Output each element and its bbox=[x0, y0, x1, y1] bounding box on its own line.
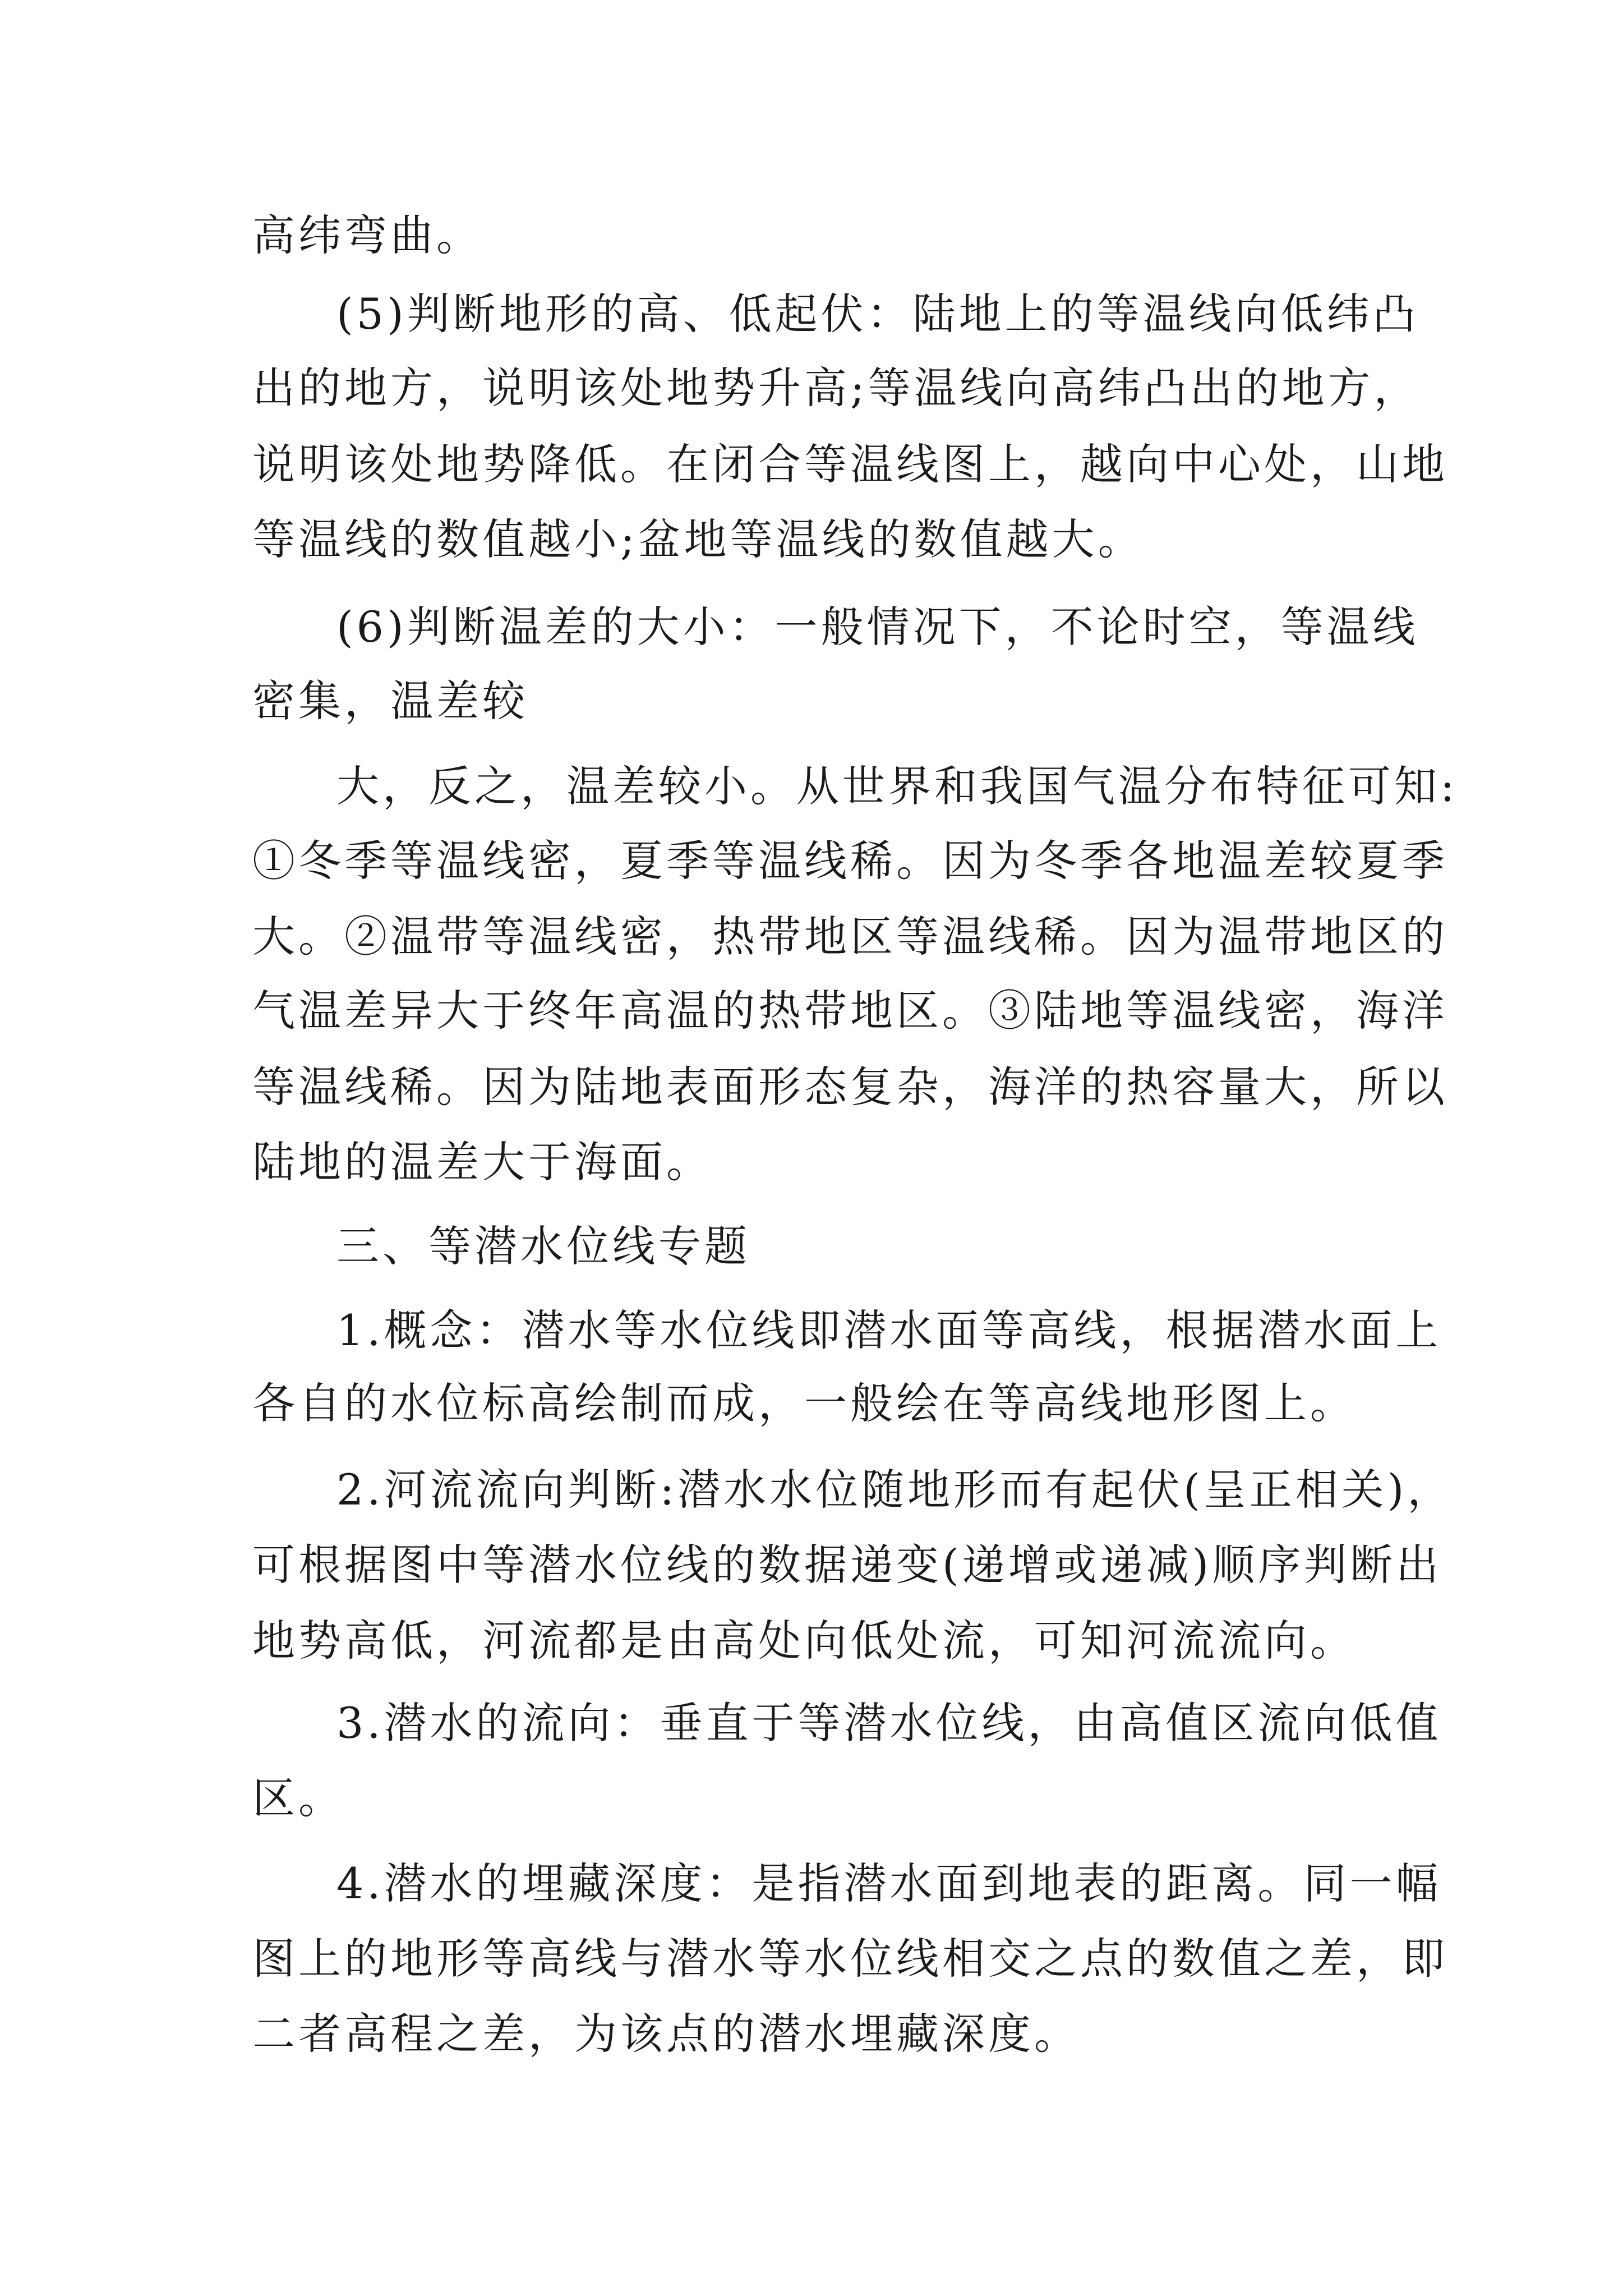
text-line: 出的地方，说明该处地势升高;等温线向高纬凸出的地方， bbox=[252, 363, 1420, 413]
text-line: 陆地的温差大于海面。 bbox=[252, 1137, 712, 1187]
text-line: 2.河流流向判断:潜水水位随地形而有起伏(呈正相关)， bbox=[336, 1465, 1454, 1515]
text-line: 二者高程之差，为该点的潜水埋藏深度。 bbox=[252, 2009, 1080, 2059]
text-line: 密集，温差较 bbox=[252, 676, 528, 726]
text-line: 说明该处地势降低。在闭合等温线图上，越向中心处，山地 bbox=[252, 439, 1448, 489]
text-line: 高纬弯曲。 bbox=[252, 210, 482, 260]
text-line: (5)判断地形的高、低起伏：陆地上的等温线向低纬凸 bbox=[336, 289, 1419, 339]
text-line: 图上的地形等高线与潜水等水位线相交之点的数值之差，即 bbox=[252, 1934, 1448, 1984]
text-line: 可根据图中等潜水位线的数据递变(递增或递减)顺序判断出 bbox=[252, 1540, 1442, 1590]
section-heading: 三、等潜水位线专题 bbox=[336, 1221, 750, 1271]
text-line: 4.潜水的埋藏深度：是指潜水面到地表的距离。同一幅 bbox=[336, 1858, 1442, 1908]
text-line: 地势高低，河流都是由高处向低处流，可知河流流向。 bbox=[252, 1616, 1356, 1665]
text-line: 1.概念：潜水等水位线即潜水面等高线，根据潜水面上 bbox=[336, 1305, 1442, 1355]
text-line: 3.潜水的流向：垂直于等潜水位线，由高值区流向低值 bbox=[336, 1698, 1442, 1748]
text-line: 各自的水位标高绘制而成，一般绘在等高线地形图上。 bbox=[252, 1378, 1356, 1428]
text-line: 大，反之，温差较小。从世界和我国气温分布特征可知: bbox=[336, 761, 1458, 811]
text-line: 大。②温带等温线密，热带地区等温线稀。因为温带地区的 bbox=[252, 912, 1448, 961]
text-line: ①冬季等温线密，夏季等温线稀。因为冬季各地温差较夏季 bbox=[252, 836, 1448, 886]
text-line: 区。 bbox=[252, 1773, 344, 1823]
text-line: (6)判断温差的大小：一般情况下，不论时空，等温线 bbox=[336, 602, 1419, 652]
text-line: 等温线稀。因为陆地表面形态复杂，海洋的热容量大，所以 bbox=[252, 1062, 1448, 1112]
text-line: 等温线的数值越小;盆地等温线的数值越大。 bbox=[252, 514, 1144, 564]
text-line: 气温差异大于终年高温的热带地区。③陆地等温线密，海洋 bbox=[252, 986, 1448, 1036]
